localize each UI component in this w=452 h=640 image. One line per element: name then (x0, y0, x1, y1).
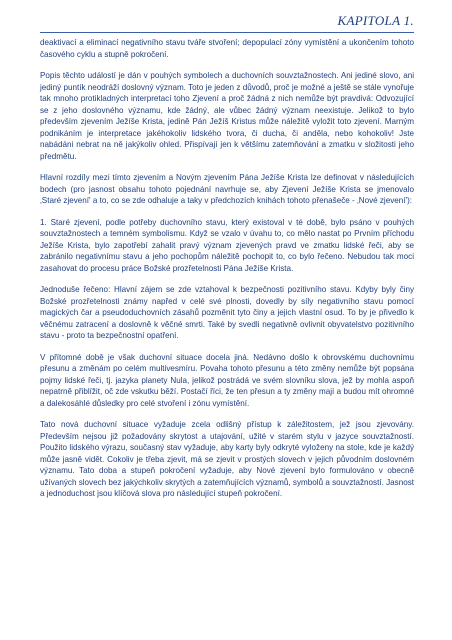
paragraph-differences: Hlavní rozdíly mezi tímto zjevením a Novým zjevením Pána Ježíše Krista lze definovat v následujících bodech (pro jasnost obsahu tohoto pojednání navrhuje se, aby Zjevení Ježíše Krista se jmenovalo ‚Staré zjevení' a to, co se zde odhaluje a taky v předchozích knihách tohoto přenašeče - ‚Nové zjevení'): (40, 173, 414, 205)
page-header (40, 14, 414, 33)
paragraph-symbols: Popis těchto událostí je dán v pouhých symbolech a duchovních souvztažnostech. Ani jediné slovo, ani jediný puntík neodráží doslovný význam. Toto je jeden z důvodů, proč je možné a ještě se stále vynořuje tak mnoho protikladných interpretací toho Zjevení a proč žádná z nich nemůže být pravdivá: Odvozující se z jeho doslovného významu, kde žádný, ale vůbec žádný význam neexistuje. Jelikož to bylo především zjevením Ježíše Krista, jedině Pán Ježíš Kristus může náležitě vyložit toto zjevení. Marným podnikáním je interpretace jakéhokoliv lidského tvora, či ducha, či anděla, nebo kohokoliv! Jste nabádáni nebrat na ně jakýkoliv ohled. Přispívají jen k většímu zatemňování a zmatku v složitosti jeho předmětu. (40, 71, 414, 161)
paragraph-point-one: 1. Staré zjevení, podle potřeby duchovního stavu, který existoval v té době, bylo psáno v pouhých souvztažnostech a temném symbolismu. Když se vzalo v úvahu to, co mělo nastat po Prvním příchodu Ježíše Krista, bylo zapotřebí zahalit pravý význam zjevených pravd ve zmatku lidské řeči, aby se zabránilo negativnímu stavu a jeho pochopům náležitě pochopit to, co bylo řečeno. Nebudou tak moci zasahovat do procesu práce Božské prozřetelnosti Pána Ježíše Krista. (40, 217, 414, 273)
chapter-title: KAPITOLA 1. (337, 13, 414, 28)
paragraph-continuation: deaktivací a eliminací negativního stavu tváře stvoření; depopulací zóny vymístění a ukončením tohoto časového cyklu a stupně pokročení. (40, 38, 414, 59)
paragraph-new-situation: Tato nová duchovní situace vyžaduje zcela odlišný přístup k záležitostem, jež jsou zjevovány. Především nejsou již požadovány skrytost a utajování, užité v starém stylu v jazyce souvztažností. Použito lidského výrazu, současný stav vyžaduje, aby karty byly odkryté vyloženy na stole, kde je každý může jasně vidět. Cokoliv je třeba zjevit, má se zjevit v prostých slovech v jejich původním doslovném významu. Tato doba a stupeň pokročení vyžaduje, aby Nové zjevení bylo formulováno v obecně užívaných slovech bez jakýchkoliv skrytých a zatemňujících významů, symbolů a souvztažností. Jasnost a jednoduchost jsou klíčová slova pro následující stupeň pokročení. (40, 420, 414, 498)
paragraph-present-time: V přítomné době je však duchovní situace docela jiná. Nedávno došlo k obrovskému duchovnímu přesunu a změnám po celém multivesmíru. Povaha tohoto přesunu a této změny nemůže být popsána pojmy lidské řeči, tj. jazyka planety Nula, jelikož postrádá ve svém slovníku slova, jež by mohla aspoň nepatrně přiblížit, oč zde vskutku běží. Postačí říci, že ten přesun a ty změny mají a budou mít ohromné a dalekosáhlé důsledky pro celé stvoření i zónu vymístění. (40, 352, 414, 408)
paragraph-simply-put: Jednoduše řečeno: Hlavní zájem se zde vztahoval k bezpečnosti pozitivního stavu. Kdyby byly činy Božské prozřetelnosti známy napřed v celé své plnosti, dovedly by síly negativního stavu pomocí magických čar a pseudoduchovních zásahů pozměnit tyto činy a jejich vlastní osud. To by je přivedlo k věčnému zatracení a doslovně k věčné smrti. Také by svedli negativně ovlivnit obyvatelstvo pozitivního stavu - proto ta bezpečnostní opatření. (40, 285, 414, 340)
page-body (40, 37, 414, 506)
